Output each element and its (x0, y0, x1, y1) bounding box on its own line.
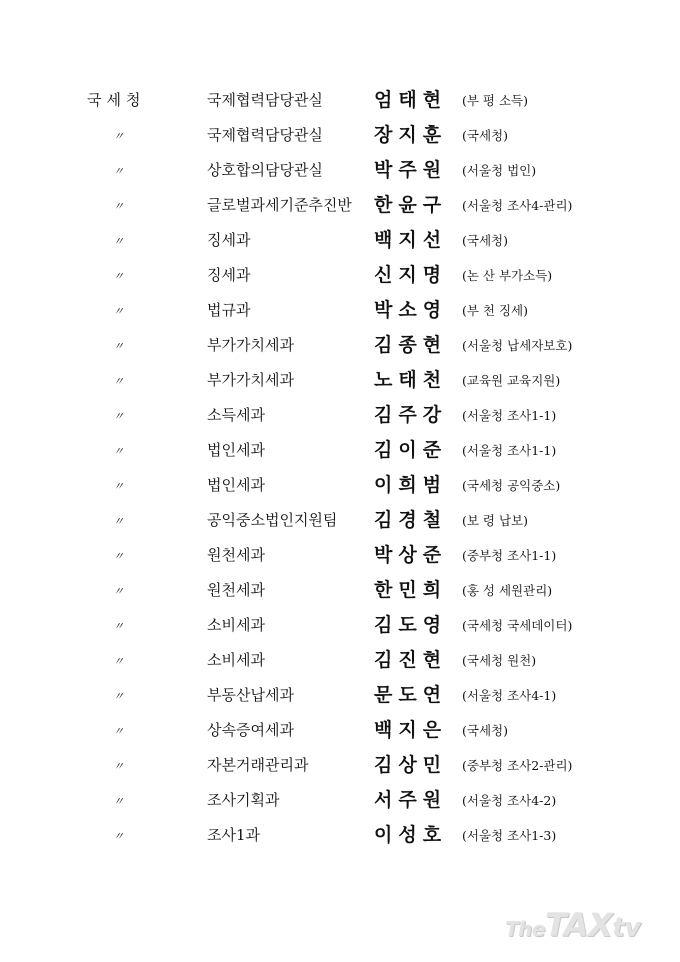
org-cell: 〃 (113, 165, 124, 178)
org-cell: 〃 (113, 270, 124, 283)
org-cell: 〃 (113, 830, 124, 843)
department-cell: 징세과 (207, 231, 251, 249)
roster-row (0, 749, 680, 784)
roster-row (0, 679, 680, 714)
name-cell: 장지훈 (374, 124, 448, 146)
department-cell: 자본거래관리과 (207, 756, 309, 774)
org-cell: 〃 (113, 305, 124, 318)
department-cell: 법인세과 (207, 476, 265, 494)
roster-row (0, 714, 680, 749)
department-cell: 상호합의담당관실 (207, 161, 323, 179)
watermark-tv: tv (612, 913, 641, 943)
roster-row (0, 154, 680, 189)
previous-post-cell: (서울청 납세자보호) (462, 338, 573, 353)
previous-post-cell: (서울청 조사4-관리) (462, 198, 573, 213)
previous-post-cell: (서울청 법인) (462, 163, 537, 178)
roster-row (0, 119, 680, 154)
org-cell: 〃 (113, 445, 124, 458)
org-cell: 국세청 (87, 91, 146, 109)
roster-row (0, 329, 680, 364)
org-cell: 〃 (113, 200, 124, 213)
roster-row (0, 224, 680, 259)
watermark-tax: TAX (544, 906, 613, 944)
roster-row (0, 259, 680, 294)
department-cell: 원천세과 (207, 581, 265, 599)
org-cell: 〃 (113, 480, 124, 493)
name-cell: 한민희 (374, 579, 448, 601)
org-cell: 〃 (113, 130, 124, 143)
department-cell: 부가가치세과 (207, 371, 294, 389)
previous-post-cell: (서울청 조사1-3) (462, 828, 557, 843)
name-cell: 한윤구 (374, 194, 448, 216)
previous-post-cell: (중부청 조사1-1) (462, 548, 557, 563)
previous-post-cell: (서울청 조사4-2) (462, 793, 557, 808)
previous-post-cell: (국세청 원천) (462, 653, 537, 668)
previous-post-cell: (국세청) (462, 233, 508, 248)
previous-post-cell: (서울청 조사4-1) (462, 688, 557, 703)
department-cell: 글로벌과세기준추진반 (207, 196, 352, 214)
roster-row (0, 539, 680, 574)
department-cell: 국제협력담당관실 (207, 126, 323, 144)
previous-post-cell: (국세청) (462, 128, 508, 143)
department-cell: 조사기획과 (207, 791, 280, 809)
name-cell: 김종현 (374, 334, 448, 356)
roster-row (0, 819, 680, 854)
department-cell: 소비세과 (207, 651, 265, 669)
name-cell: 김상민 (374, 754, 448, 776)
roster-row (0, 609, 680, 644)
name-cell: 노태천 (374, 369, 448, 391)
org-cell: 〃 (113, 550, 124, 563)
name-cell: 이성호 (374, 824, 448, 846)
roster-row (0, 469, 680, 504)
org-cell: 〃 (113, 585, 124, 598)
department-cell: 부가가치세과 (207, 336, 294, 354)
name-cell: 김도영 (374, 614, 448, 636)
name-cell: 신지명 (374, 264, 448, 286)
roster-row (0, 399, 680, 434)
roster-row (0, 189, 680, 224)
department-cell: 부동산납세과 (207, 686, 294, 704)
previous-post-cell: (서울청 조사1-1) (462, 408, 557, 423)
name-cell: 김주강 (374, 404, 448, 426)
department-cell: 조사1과 (207, 826, 261, 844)
previous-post-cell: (홍 성 세원관리) (462, 583, 553, 598)
name-cell: 김경철 (374, 509, 448, 531)
org-cell: 〃 (113, 760, 124, 773)
name-cell: 서주원 (374, 789, 448, 811)
org-cell: 〃 (113, 375, 124, 388)
roster-row (0, 574, 680, 609)
department-cell: 국제협력담당관실 (207, 91, 323, 109)
org-cell: 〃 (113, 620, 124, 633)
department-cell: 상속증여세과 (207, 721, 294, 739)
previous-post-cell: (중부청 조사2-관리) (462, 758, 573, 773)
department-cell: 소비세과 (207, 616, 265, 634)
org-cell: 〃 (113, 795, 124, 808)
roster-row (0, 84, 680, 119)
org-cell: 〃 (113, 690, 124, 703)
watermark-the: The (505, 917, 545, 941)
name-cell: 박소영 (374, 299, 448, 321)
name-cell: 백지선 (374, 229, 448, 251)
department-cell: 원천세과 (207, 546, 265, 564)
name-cell: 박주원 (374, 159, 448, 181)
department-cell: 소득세과 (207, 406, 265, 424)
name-cell: 박상준 (374, 544, 448, 566)
roster-row (0, 644, 680, 679)
roster-row (0, 434, 680, 469)
department-cell: 법규과 (207, 301, 251, 319)
org-cell: 〃 (113, 235, 124, 248)
roster-row (0, 784, 680, 819)
thetaxtv-watermark-logo (505, 906, 641, 944)
department-cell: 징세과 (207, 266, 251, 284)
personnel-roster (0, 84, 680, 854)
org-cell: 〃 (113, 340, 124, 353)
org-cell: 〃 (113, 725, 124, 738)
department-cell: 법인세과 (207, 441, 265, 459)
previous-post-cell: (국세청 국세데이터) (462, 618, 573, 633)
org-cell: 〃 (113, 655, 124, 668)
roster-row (0, 294, 680, 329)
name-cell: 김이준 (374, 439, 448, 461)
previous-post-cell: (부 평 소득) (462, 93, 529, 108)
name-cell: 이희범 (374, 474, 448, 496)
roster-row (0, 504, 680, 539)
org-cell: 〃 (113, 410, 124, 423)
roster-row (0, 364, 680, 399)
org-cell: 〃 (113, 515, 124, 528)
name-cell: 엄태현 (374, 89, 448, 111)
previous-post-cell: (국세청 공익중소) (462, 478, 561, 493)
previous-post-cell: (교육원 교육지원) (462, 373, 561, 388)
name-cell: 김진현 (374, 649, 448, 671)
name-cell: 문도연 (374, 684, 448, 706)
previous-post-cell: (논 산 부가소득) (462, 268, 553, 283)
previous-post-cell: (부 천 징세) (462, 303, 529, 318)
department-cell: 공익중소법인지원팀 (207, 511, 338, 529)
name-cell: 백지은 (374, 719, 448, 741)
previous-post-cell: (국세청) (462, 723, 508, 738)
previous-post-cell: (서울청 조사1-1) (462, 443, 557, 458)
previous-post-cell: (보 령 납보) (462, 513, 529, 528)
